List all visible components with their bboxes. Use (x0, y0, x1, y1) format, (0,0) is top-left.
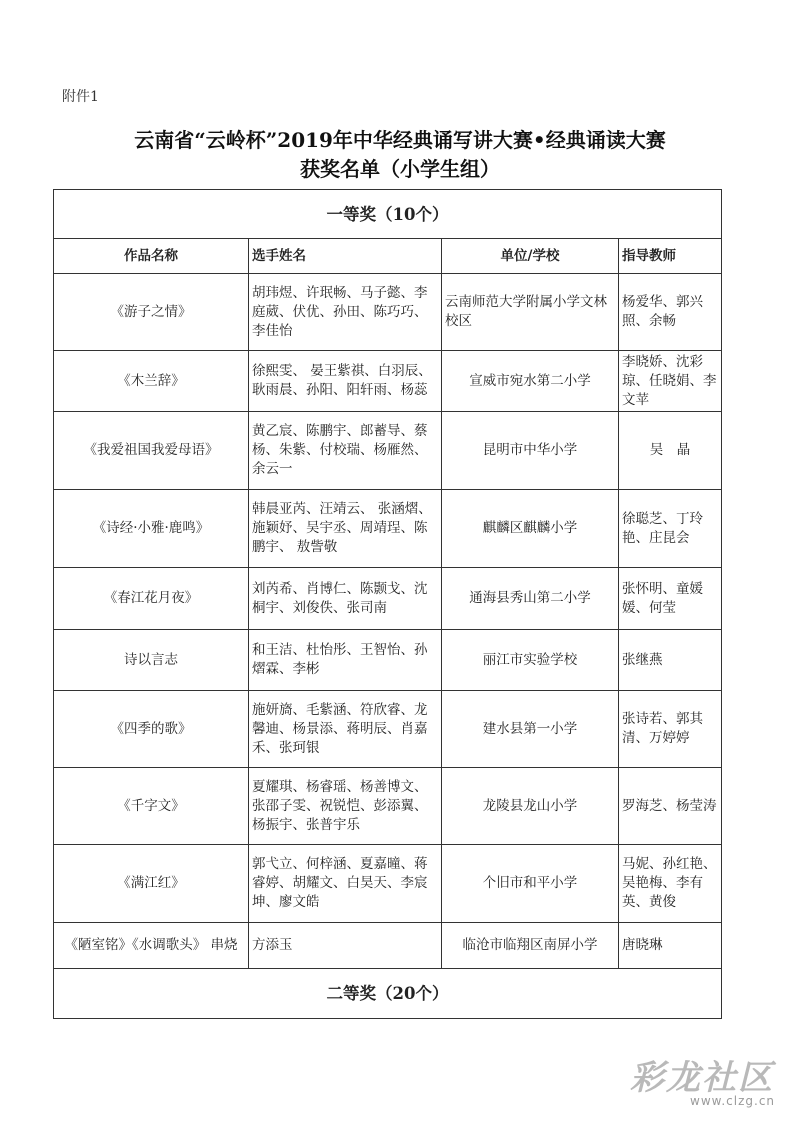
document-title: 云南省“云岭杯”2019年中华经典诵写讲大赛•经典诵读大赛 (134, 128, 666, 152)
teacher-cell: 罗海芝、杨莹涛 (619, 768, 722, 845)
table-row (54, 351, 722, 412)
second-prize-header-row (54, 969, 722, 1019)
unit-cell: 宣威市宛水第二小学 (442, 351, 619, 412)
table-row (54, 274, 722, 351)
award-table (53, 189, 722, 1019)
teacher-cell: 唐晓琳 (619, 923, 722, 969)
teacher-cell: 马妮、孙红艳、吴艳梅、李有英、黄俊 (619, 845, 722, 923)
column-header-work: 作品名称 (54, 239, 249, 274)
column-header-teacher: 指导教师 (619, 239, 722, 274)
table-row (54, 568, 722, 630)
table-row (54, 691, 722, 768)
table-row (54, 412, 722, 490)
unit-cell: 云南师范大学附属小学文林校区 (442, 274, 619, 351)
watermark-text: 彩龙社区 (630, 1058, 774, 1098)
contestants-cell: 郭弋立、何梓涵、夏嘉曈、蒋睿婷、胡耀文、白昊天、李宸坤、廖文皓 (249, 845, 442, 923)
work-cell: 《木兰辞》 (54, 351, 249, 412)
work-cell: 《游子之情》 (54, 274, 249, 351)
first-prize-header-row (54, 190, 722, 239)
work-cell: 诗以言志 (54, 630, 249, 691)
unit-cell: 麒麟区麒麟小学 (442, 490, 619, 568)
teacher-cell: 李晓娇、沈彩琼、任晓娟、李文苹 (619, 351, 722, 412)
teacher-cell: 吴 晶 (619, 412, 722, 490)
teacher-cell: 张怀明、童媛媛、何莹 (619, 568, 722, 630)
contestants-cell: 黄乙宸、陈鹏宇、郎蓄导、蔡杨、朱紫、付校瑞、杨雁然、余云一 (249, 412, 442, 490)
work-cell: 《千字文》 (54, 768, 249, 845)
attachment-label: 附件1 (62, 89, 99, 105)
work-cell: 《陋室铭》《水调歌头》 串烧 (54, 923, 249, 969)
unit-cell: 通海县秀山第二小学 (442, 568, 619, 630)
unit-cell: 个旧市和平小学 (442, 845, 619, 923)
unit-cell: 龙陵县龙山小学 (442, 768, 619, 845)
contestants-cell: 和王洁、杜怡彤、王智怡、孙熠霖、李彬 (249, 630, 442, 691)
table-row (54, 768, 722, 845)
teacher-cell: 徐聪芝、丁玲艳、庄昆会 (619, 490, 722, 568)
work-cell: 《满江红》 (54, 845, 249, 923)
teacher-cell: 张诗若、郭其清、万婷婷 (619, 691, 722, 768)
contestants-cell: 徐熙雯、 晏王紫祺、白羽辰、耿雨晨、孙阳、阳轩雨、杨蕊 (249, 351, 442, 412)
contestants-cell: 夏耀琪、杨睿瑶、杨善博文、张邵子雯、祝锐恺、彭添翼、杨振宇、张普宇乐 (249, 768, 442, 845)
contestants-cell: 刘芮希、肖博仁、陈颢戈、沈桐宇、刘俊佚、张司南 (249, 568, 442, 630)
work-cell: 《我爱祖国我爱母语》 (54, 412, 249, 490)
column-header-row (54, 239, 722, 274)
unit-cell: 临沧市临翔区南屏小学 (442, 923, 619, 969)
unit-cell: 丽江市实验学校 (442, 630, 619, 691)
watermark-url: www.clzg.cn (690, 1094, 776, 1108)
watermark-logo (620, 1050, 780, 1120)
column-header-contestants: 选手姓名 (249, 239, 442, 274)
table-row (54, 845, 722, 923)
unit-cell: 昆明市中华小学 (442, 412, 619, 490)
teacher-cell: 张继燕 (619, 630, 722, 691)
contestants-cell: 方添玉 (249, 923, 442, 969)
first-prize-label: 一等奖（10个） (54, 190, 722, 239)
table-row (54, 923, 722, 969)
work-cell: 《四季的歌》 (54, 691, 249, 768)
contestants-cell: 胡玮煜、许珉畅、马子懿、李庭葳、伏优、孙田、陈巧巧、李佳怡 (249, 274, 442, 351)
table-row (54, 490, 722, 568)
contestants-cell: 施妍旖、毛紫涵、符欣睿、龙馨迪、杨景添、蒋明辰、肖嘉禾、张珂银 (249, 691, 442, 768)
document-subtitle: 获奖名单（小学生组） (300, 157, 500, 181)
contestants-cell: 韩晨亚芮、汪靖云、 张涵熠、施颖妤、吴宇丞、周靖珵、陈鹏宇、 敖訾敬 (249, 490, 442, 568)
column-header-unit: 单位/学校 (442, 239, 619, 274)
work-cell: 《春江花月夜》 (54, 568, 249, 630)
unit-cell: 建水县第一小学 (442, 691, 619, 768)
teacher-cell: 杨爱华、郭兴照、余畅 (619, 274, 722, 351)
work-cell: 《诗经·小雅·鹿鸣》 (54, 490, 249, 568)
second-prize-label: 二等奖（20个） (54, 969, 722, 1019)
table-row (54, 630, 722, 691)
